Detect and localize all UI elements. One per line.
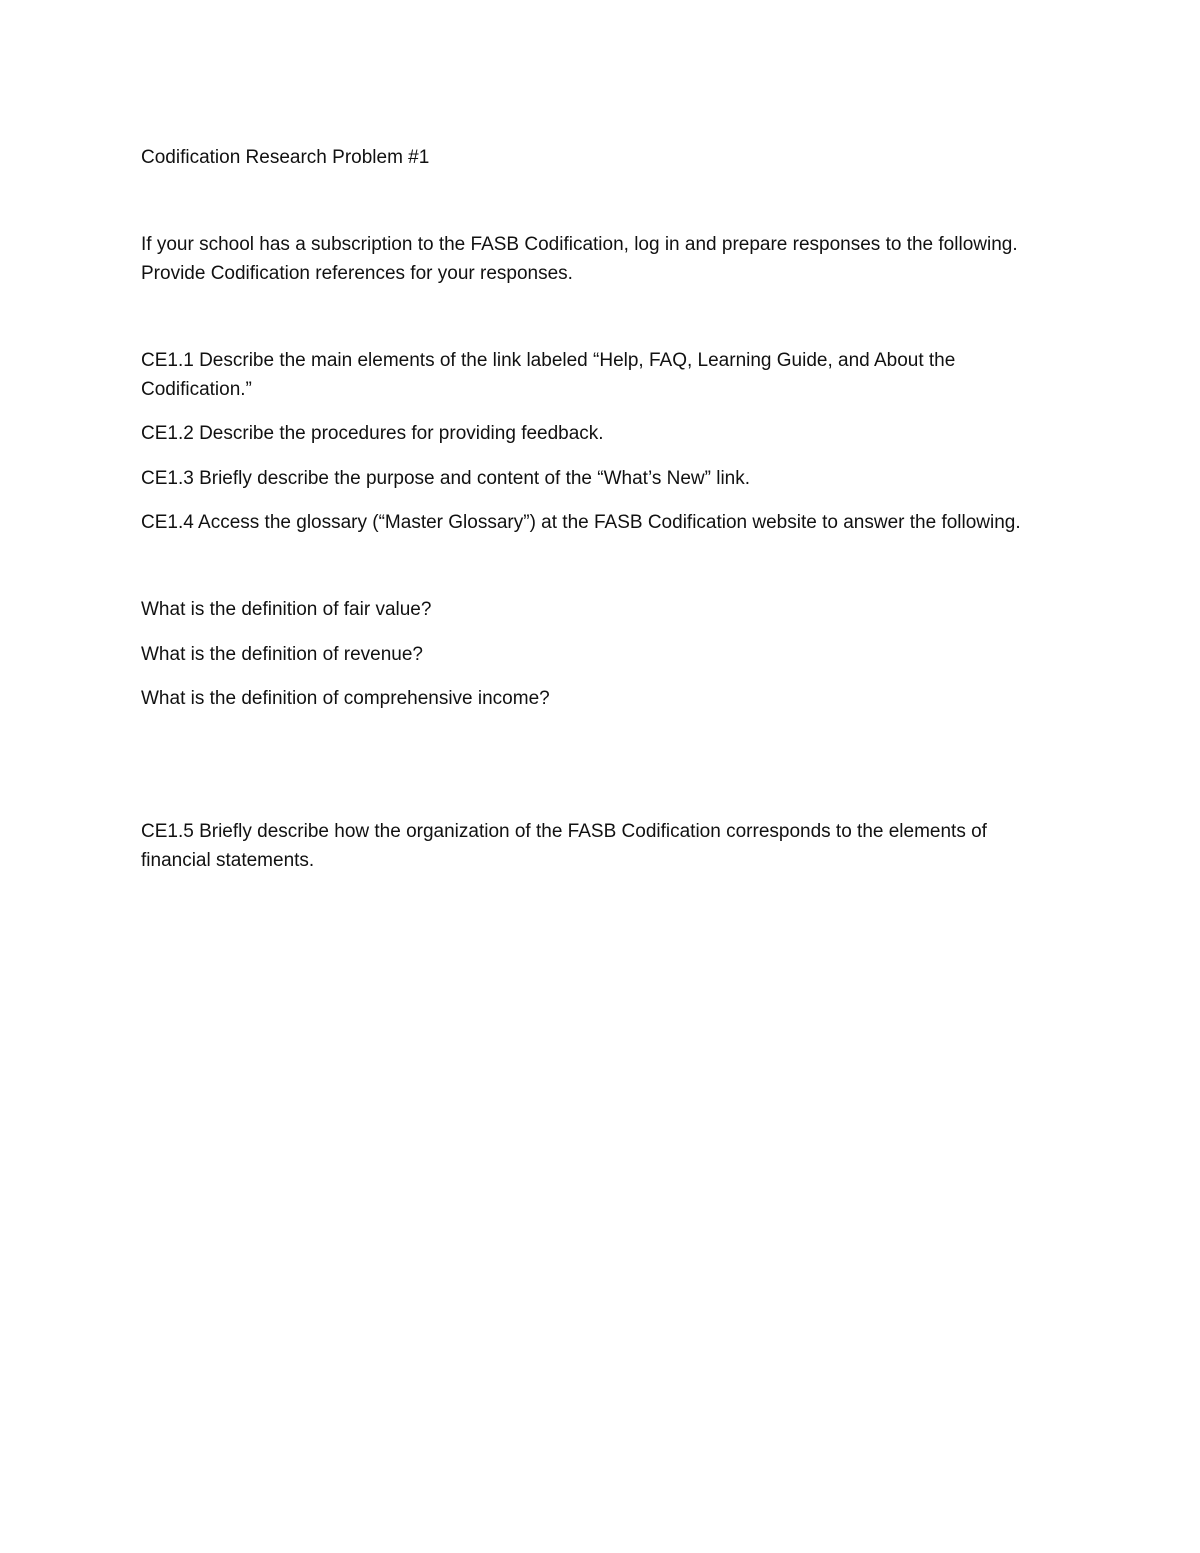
document-title: Codification Research Problem #1: [141, 147, 430, 168]
sub-question-fair-value: What is the definition of fair value?: [141, 599, 432, 620]
question-ce1-1: CE1.1 Describe the main elements of the link labeled “Help, FAQ, Learning Guide, and About the Codification.”: [141, 350, 956, 400]
sub-question-comprehensive-income: What is the definition of comprehensive income?: [141, 688, 550, 709]
question-ce1-2: CE1.2 Describe the procedures for providing feedback.: [141, 423, 604, 444]
question-ce1-3: CE1.3 Briefly describe the purpose and content of the “What’s New” link.: [141, 468, 751, 489]
question-ce1-5: CE1.5 Briefly describe how the organization of the FASB Codification corresponds to the elements of financial statements.: [141, 821, 987, 871]
intro-paragraph: If your school has a subscription to the FASB Codification, log in and prepare responses to the following. Provide Codification references for your responses.: [141, 234, 1018, 284]
sub-question-revenue: What is the definition of revenue?: [141, 644, 424, 665]
question-ce1-4: CE1.4 Access the glossary (“Master Glossary”) at the FASB Codification website to answer the following.: [141, 512, 1021, 533]
